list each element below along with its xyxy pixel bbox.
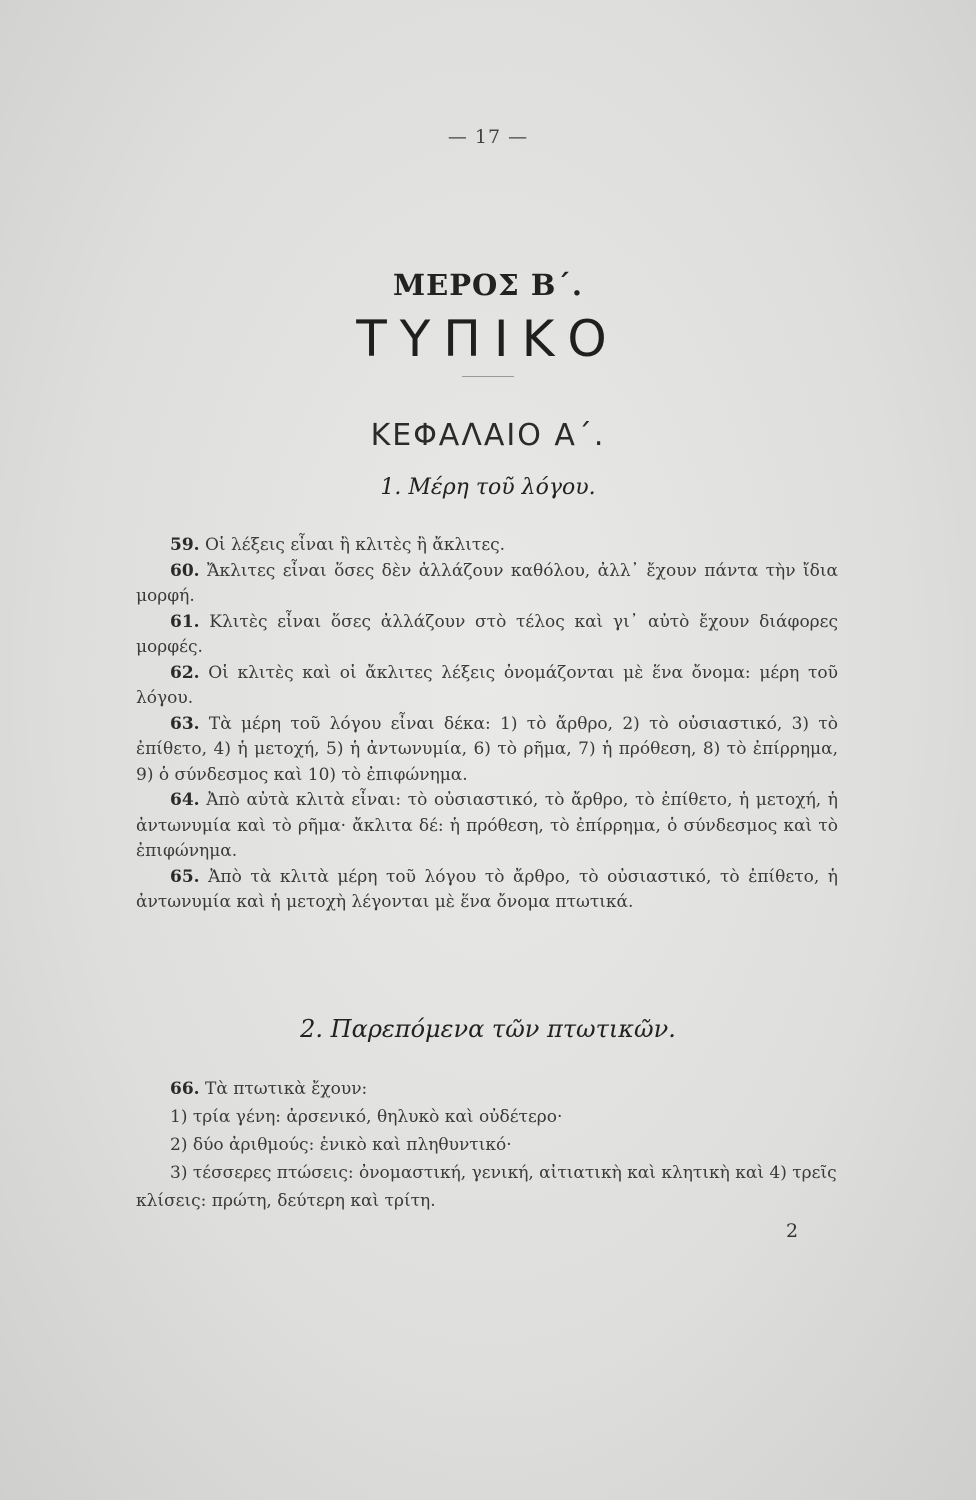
paragraph-text: Οἱ κλιτὲς καὶ οἱ ἄκλιτες λέξεις ὀνομάζονται μὲ ἕνα ὄνομα: μέρη τοῦ λόγου. (136, 662, 839, 708)
paragraph-number: 61. (170, 611, 200, 632)
paragraph-59 (136, 533, 838, 559)
main-title: ΤΥΠΙΚΟ (356, 310, 620, 368)
paragraph-text: Κλιτὲς εἶναι ὅσες ἀλλάζουν στὸ τέλος καὶ γι᾿ αὐτὸ ἔχουν διάφορες μορφές. (136, 611, 839, 657)
paragraph-number: 64. (170, 790, 200, 810)
paragraph-64 (136, 788, 838, 865)
paragraph-text: Ἄκλιτες εἶναι ὅσες δὲν ἀλλάζουν καθόλου, ἀλλ᾿ ἔχουν πάντα τὴν ἴδια μορφή. (136, 560, 839, 606)
paragraph-number: 60. (170, 560, 200, 581)
paragraph-61 (136, 610, 838, 661)
paragraph-number: 66. (170, 1079, 200, 1099)
list-block (136, 1075, 838, 1215)
paragraph-number: 62. (170, 662, 200, 683)
paragraph-62 (136, 661, 838, 712)
paragraph-66 (136, 1075, 838, 1103)
title-divider (462, 376, 514, 377)
list-item: 3) τέσσερες πτώσεις: ὀνομαστική, γενική, αἰτιατικὴ καὶ κλητικὴ καὶ 4) τρεῖς κλίσεις: πρώτη, δεύτερη καὶ τρίτη. (136, 1163, 837, 1211)
section-heading-1: 1. Μέρη τοῦ λόγου. (380, 475, 596, 500)
paragraph-text: Οἱ λέξεις εἶναι ἢ κλιτὲς ἢ ἄκλιτες. (204, 535, 506, 555)
paragraph-65 (136, 865, 838, 916)
paragraph-text: Ἀπὸ αὐτὰ κλιτὰ εἶναι: τὸ οὐσιαστικό, τὸ ἄρθρο, τὸ ἐπίθετο, ἡ μετοχή, ἡ ἀντωνυμία καὶ τὸ ρῆμα· ἄκλιτα δέ: ἡ πρόθεση, τὸ ἐπίρρημα, ὁ σύνδεσμος καὶ τὸ ἐπιφώνημα. (136, 790, 838, 861)
list-item: 1) τρία γένη: ἀρσενικό, θηλυκὸ καὶ οὐδέτερο· (170, 1107, 563, 1127)
paragraph-number: 65. (170, 866, 200, 887)
paragraph-number: 59. (170, 535, 200, 555)
paragraph-60 (136, 559, 838, 610)
paragraph-text: Ἀπὸ τὰ κλιτὰ μέρη τοῦ λόγου τὸ ἄρθρο, τὸ οὐσιαστικό, τὸ ἐπίθετο, ἡ ἀντωνυμία καὶ ἡ μετοχὴ λέγονται μὲ ἕνα ὄνομα πτωτικά. (136, 866, 838, 912)
signature-number: 2 (786, 1220, 799, 1242)
part-title: ΜΕΡΟΣ Β΄. (393, 268, 583, 302)
chapter-title: ΚΕΦΑΛΑΙΟ Α΄. (370, 418, 606, 453)
paragraph-number: 63. (170, 713, 200, 734)
list-item: 2) δύο ἀριθμούς: ἑνικὸ καὶ πληθυντικό· (170, 1135, 512, 1155)
page-number: — 17 — (447, 126, 529, 148)
paragraph-text: Τὰ μέρη τοῦ λόγου εἶναι δέκα: 1) τὸ ἄρθρο, 2) τὸ οὐσιαστικό, 3) τὸ ἐπίθετο, 4) ἡ μετοχή, 5) ἡ ἀντωνυμία, 6) τὸ ρῆμα, 7) ἡ πρόθεση, 8) τὸ ἐπίρρημα, 9) ὁ σύνδεσμος καὶ 10) τὸ ἐπιφώνημα. (136, 713, 838, 785)
paragraph-63 (136, 712, 838, 789)
paragraph-text: Τὰ πτωτικὰ ἔχουν: (204, 1079, 368, 1099)
section-heading-2: 2. Παρεπόμενα τῶν πτωτικῶν. (300, 1015, 676, 1043)
paragraphs-block (136, 533, 838, 916)
